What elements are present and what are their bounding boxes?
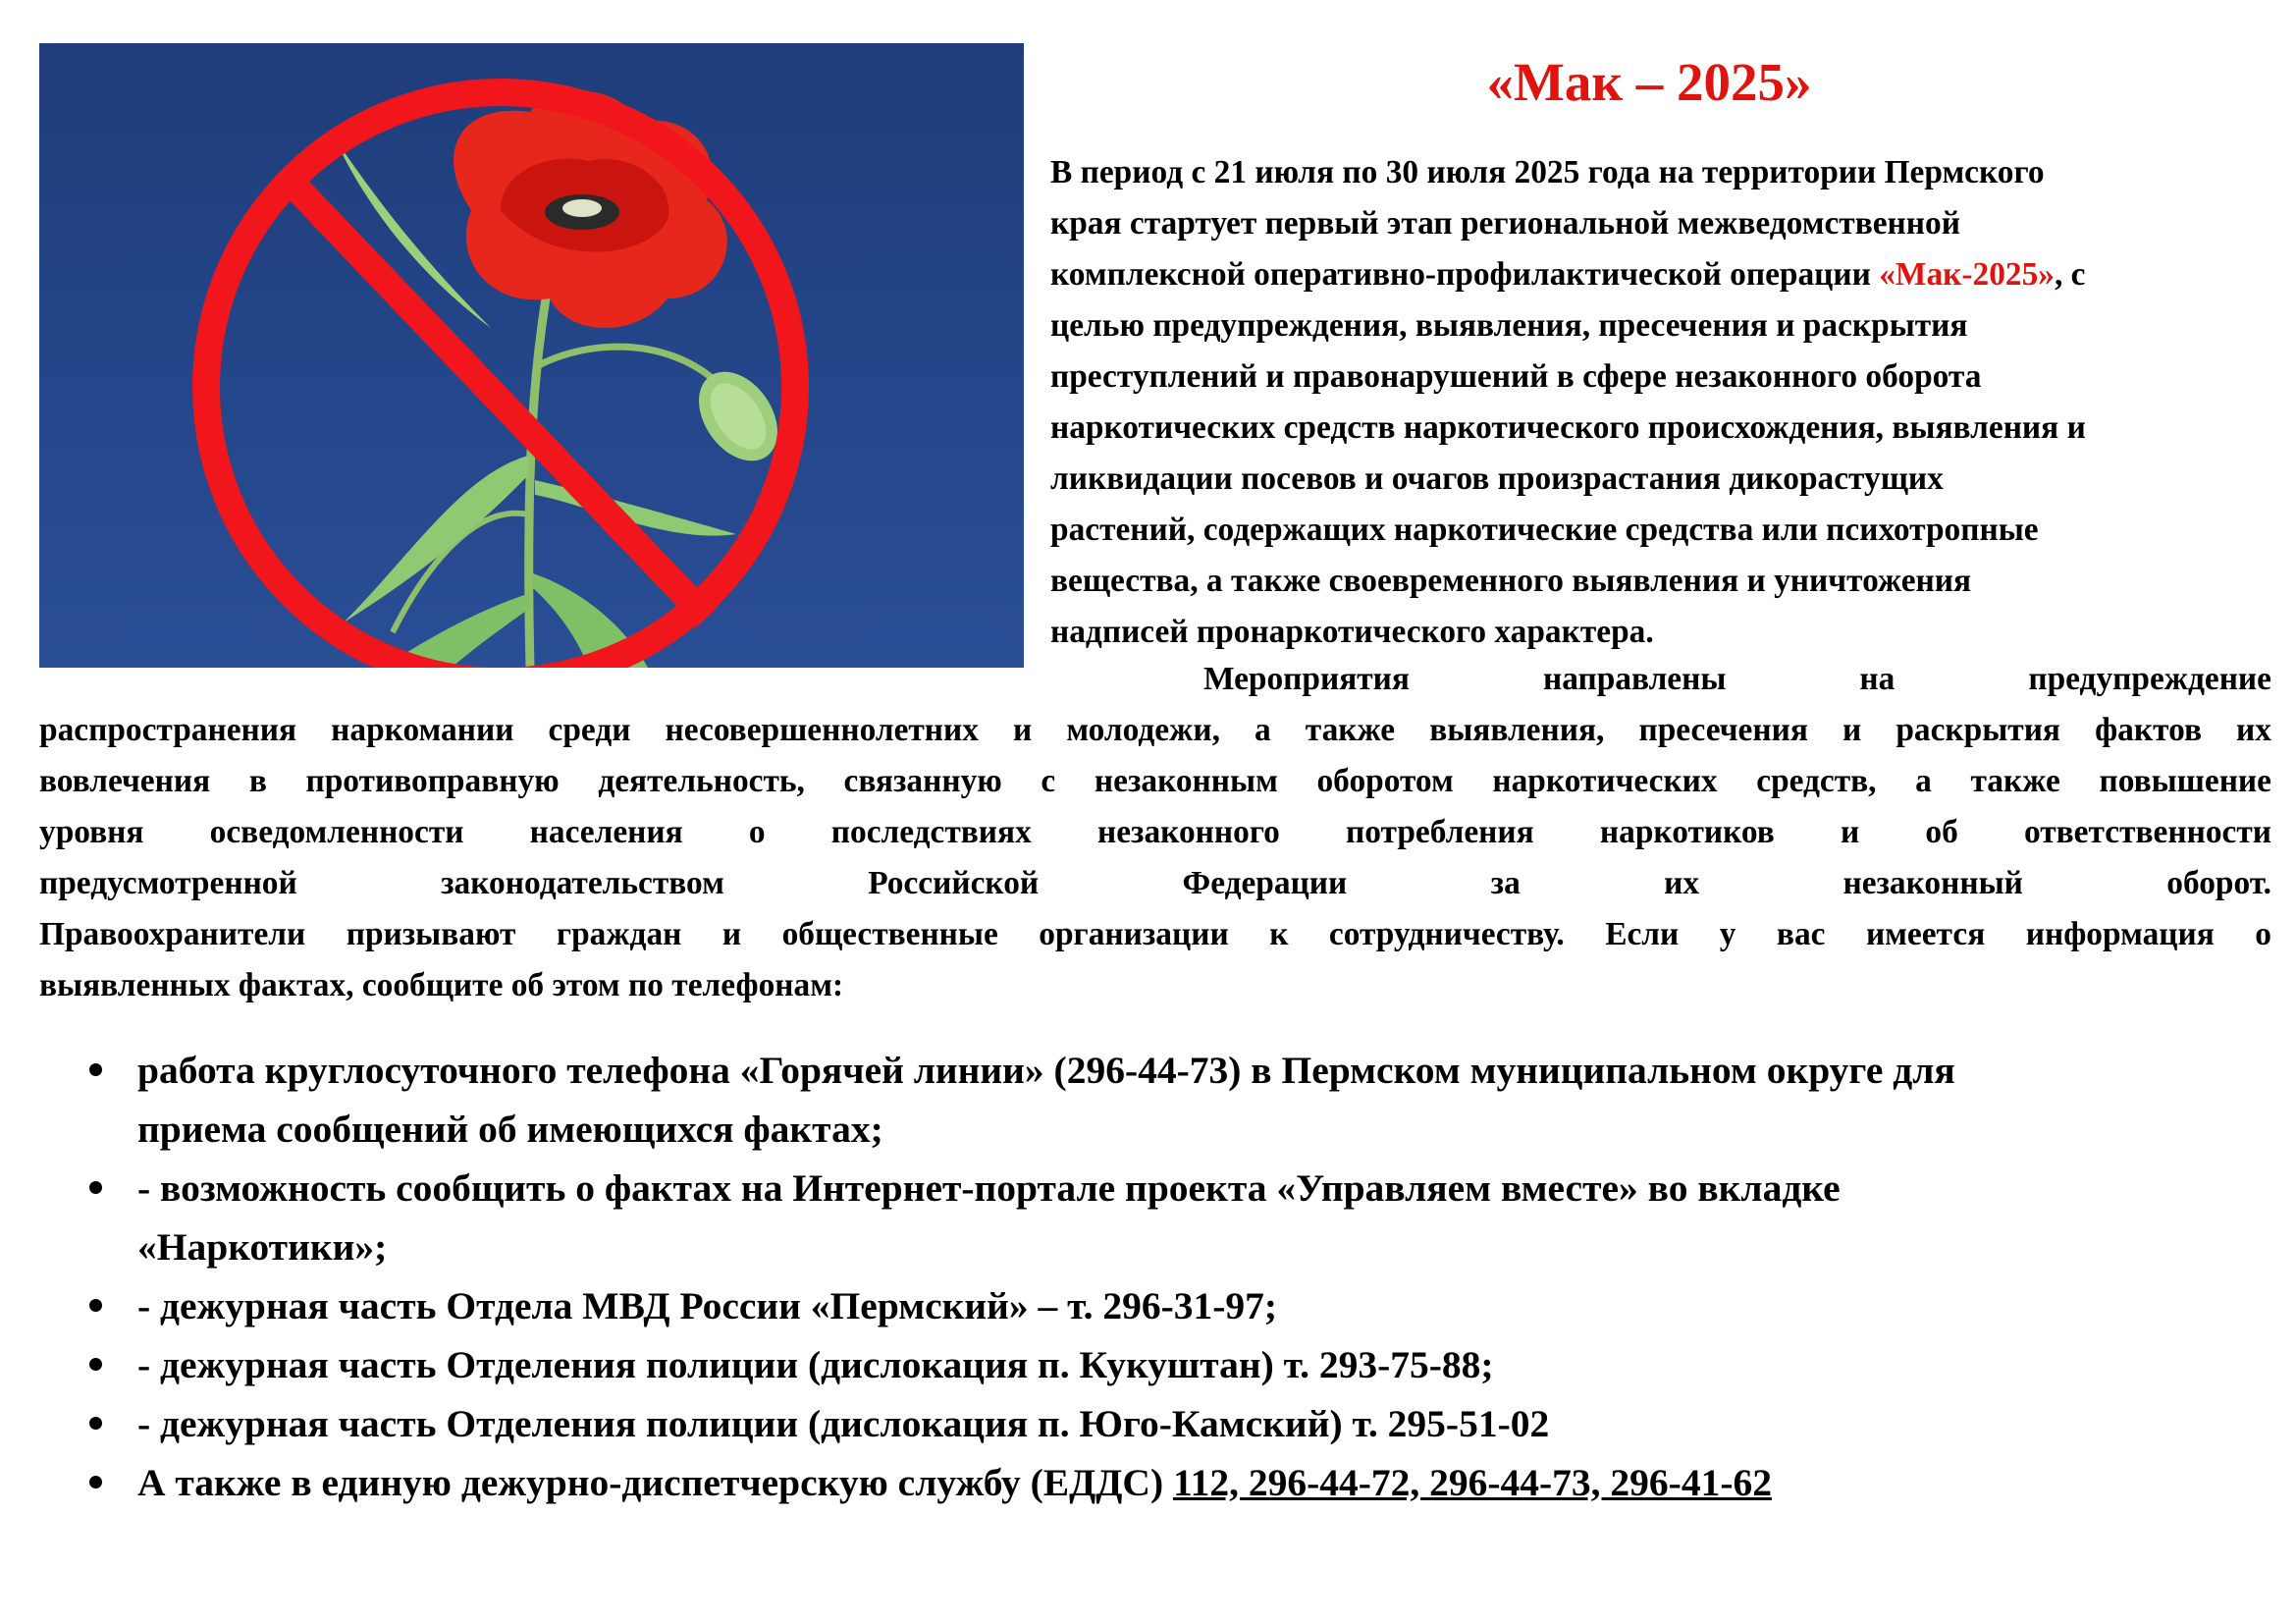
edds-text: А также в единую дежурно-диспетчерскую службу (ЕДДС) [137,1461,1173,1504]
list-item-text: работа круглосуточного телефона «Горячей линии» (296-44-73) в Пермском муниципальном округе для [137,1049,1955,1092]
bullet-icon [89,1181,102,1194]
intro-line: надписей пронаркотического характера. [1050,614,1654,650]
intro-paragraph [1050,147,2277,658]
bullet-icon [89,1417,102,1430]
paragraph-line: вовлечения в противоправную деятельность, связанную с незаконным оборотом наркотических средств, а также повышение [39,763,2271,799]
measures-paragraph [39,654,2271,1011]
edds-phone-numbers: 112, 296-44-72, 296-44-73, 296-41-62 [1173,1461,1772,1504]
bullet-icon [89,1358,102,1371]
intro-line: вещества, а также своевременного выявления и уничтожения [1050,563,1972,599]
list-item [0,1394,2296,1453]
intro-line: растений, содержащих наркотические средства или психотропные [1050,512,2039,548]
list-item-text: «Наркотики»; [137,1225,388,1269]
paragraph-line: Мероприятия направлены на предупреждение [1203,661,2271,697]
list-item [0,1041,2296,1159]
list-item [0,1335,2296,1394]
paragraph-line: распространения наркомании среди несовершеннолетних и молодежи, а также выявления, пресечения и раскрытия фактов их [39,712,2271,748]
intro-line: края стартует первый этап региональной межведомственной [1050,205,1960,242]
list-item-text [137,1453,2296,1512]
intro-line [1050,249,2277,300]
intro-text: комплексной оперативно-профилактической операции [1050,256,1880,293]
list-item [0,1453,2296,1512]
list-item-text: - возможность сообщить о фактах на Интернет-портале проекта «Управляем вместе» во вкладке [137,1166,1841,1210]
page-title: «Мак – 2025» [1486,52,1812,112]
list-item-text: - дежурная часть Отдела МВД России «Пермский» – т. 296-31-97; [137,1284,1278,1327]
paragraph-line: предусмотренной законодательством Российской Федерации за их незаконный оборот. [39,865,2271,901]
paragraph-line: выявленных фактах, сообщите об этом по телефонам: [39,967,844,1003]
paragraph-line: Правоохранители призывают граждан и общественные организации к сотрудничеству. Если у вас имеется информация о [39,916,2271,952]
list-item-text: - дежурная часть Отделения полиции (дислокация п. Юго-Камский) т. 295-51-02 [137,1402,1550,1445]
list-item [0,1159,2296,1276]
operation-name: «Мак-2025» [1879,256,2055,293]
bullet-icon [89,1299,102,1312]
poppy-prohibition-illustration [39,43,1024,668]
bullet-icon [89,1476,102,1489]
paragraph-line: уровня осведомленности населения о последствиях незаконного потребления наркотиков и об ответственности [39,814,2271,850]
intro-line: наркотических средств наркотического происхождения, выявления и [1050,409,2086,446]
bullet-icon [89,1063,102,1076]
intro-line: ликвидации посевов и очагов произрастания дикорастущих [1050,460,1944,497]
intro-line: преступлений и правонарушений в сфере незаконного оборота [1050,358,1982,395]
intro-line: целью предупреждения, выявления, пресечения и раскрытия [1050,307,1968,344]
poppy-prohibition-image [39,43,1024,668]
intro-text: , с [2054,256,2086,293]
list-item [0,1276,2296,1335]
list-item-text: приема сообщений об имеющихся фактах; [137,1108,883,1151]
intro-line: В период с 21 июля по 30 июля 2025 года на территории Пермского [1050,154,2045,190]
contact-list [0,1041,2296,1512]
list-item-text: - дежурная часть Отделения полиции (дислокация п. Кукуштан) т. 293-75-88; [137,1343,1494,1386]
